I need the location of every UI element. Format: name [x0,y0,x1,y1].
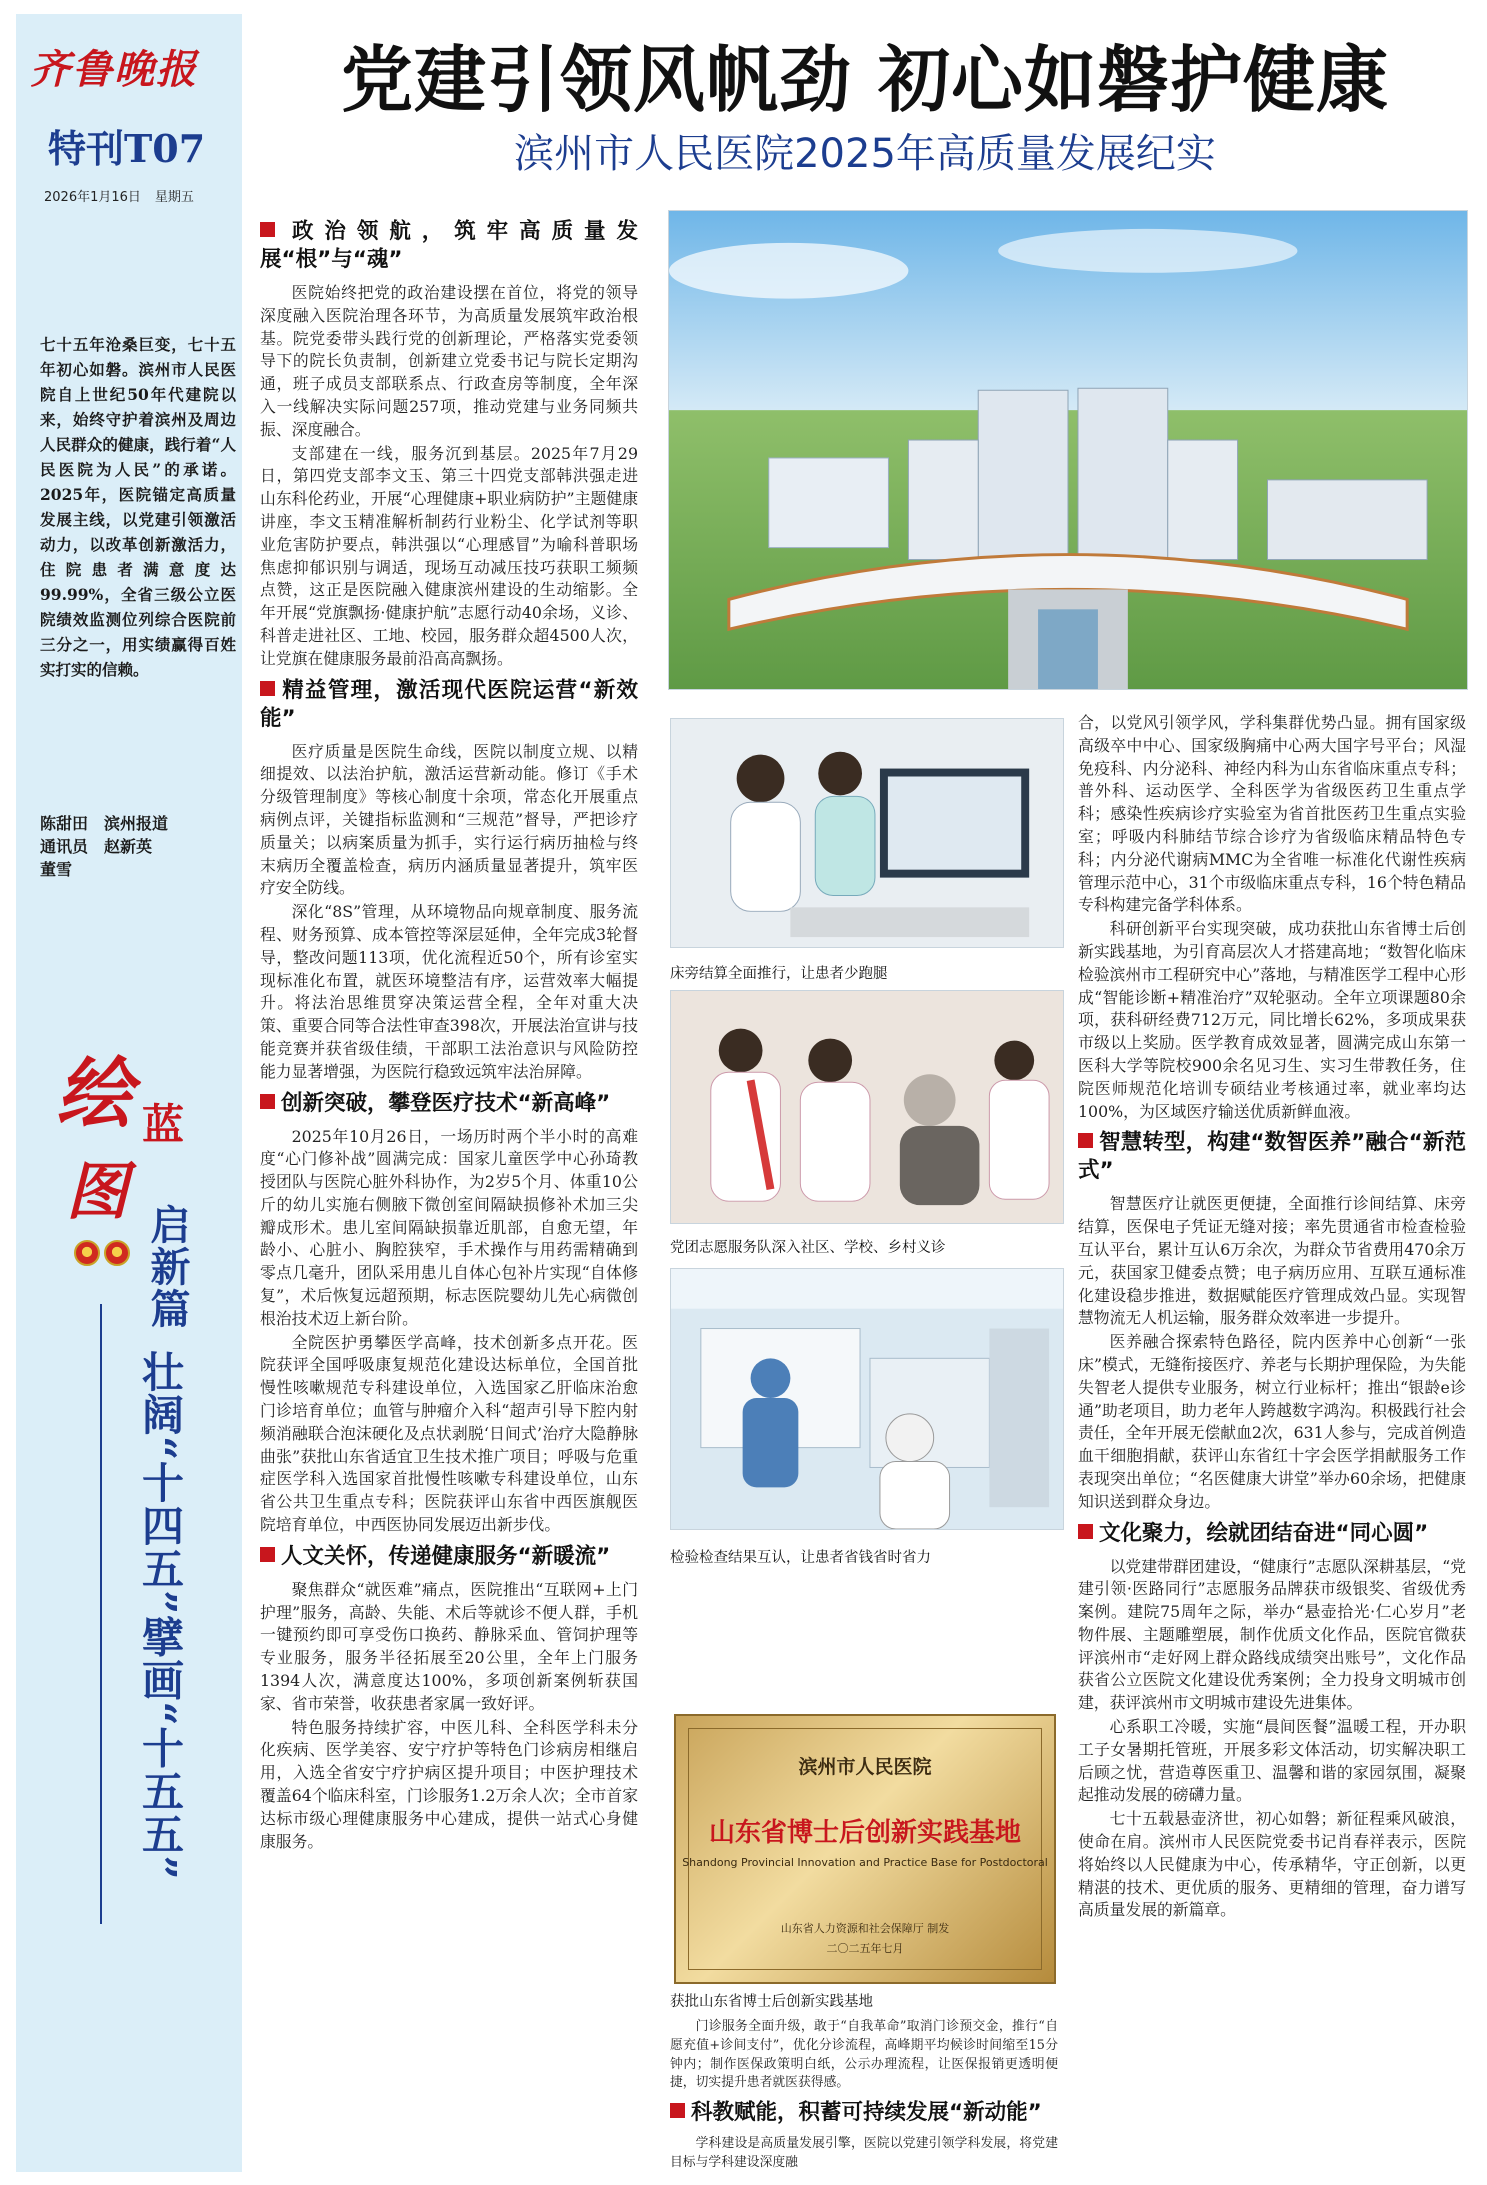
paragraph: 学科建设是高质量发展引擎，医院以党建引领学科发展，将党建目标与学科建设深度融 [670,2136,1058,2170]
volunteer-clinic-photo [670,990,1064,1224]
paragraph: 科研创新平台实现突破，成功获批山东省博士后创新实践基地，为引育高层次人才搭建高地；“数智化临床检验滨州市工程研究中心”落地，与精准医学工程中心形成“智能诊断+精准治疗”双轮驱动。全年立项课题80余项，获科研经费712万元，同比增长62%，多项成果获市级以上奖励。医学教育成效显著，圆满完成山东第一医科大学等院校900余名见习生、实习生带教任务，住院医师规范化培训专硕结业考核通过率，就业率均达100%，为区域医疗输送优质新鲜血液。 [1078,919,1466,1121]
section-marker-icon [260,681,275,696]
section-heading: 人文关怀，传递健康服务“新暖流” [260,1543,638,1571]
byline-city: 滨州报道 [104,814,169,833]
section-heading: 创新突破，攀登医疗技术“新高峰” [260,1090,638,1118]
paragraph: 聚焦群众“就医难”痛点，医院推出“互联网+上门护理”服务，高龄、失能、术后等就诊不便人群，手机一键预约即可享受伤口换药、静脉采血、管饲护理等专业服务，服务半径拓展至20公里，全年上门服务1394人次，满意度达100%，多项创新案例斩获国家、省市荣誉，收获患者家属一致好评。 [260,1579,638,1713]
plaque-title: 山东省博士后创新实践基地 [708,1818,1021,1848]
section-marker-icon [1078,1524,1093,1539]
issue-weekday: 星期五 [154,190,194,205]
hospital-aerial-photo [668,210,1468,690]
correspondent-1: 赵新英 [104,837,153,856]
logo-char-3: 图 [66,1155,129,1228]
reporter: 陈甜田 [40,814,89,833]
newspaper-masthead: 齐鲁晚报 [30,46,198,93]
paragraph: 特色服务持续扩容，中医儿科、全科医学科未分化疾病、医学美容、安宁疗护等特色门诊病房相继启用，入选全省安宁疗护病区提升项目；中医护理技术覆盖64个临床科室，门诊服务1.2万余人次；全市首家达标市级心理健康服务中心建成，提供一站式心身健康服务。 [260,1717,638,1851]
section-heading: 精益管理，激活现代医院运营“新效能” [260,677,638,731]
paragraph: 以党建带群团建设，“健康行”志愿队深耕基层，“党建引领·医路同行”志愿服务品牌获市级银奖、省级优秀案例。建院75周年之际，举办“悬壶拾光·仁心岁月”老物件展、主题雕塑展，制作优质文化作品，医院官微获评滨州市“走好网上群众路线成绩突出账号”，文化作品获省公立医院文化建设优秀案例；全力投身文明城市创建，获评滨州市文明城市建设先进集体。 [1078,1556,1466,1713]
photo-caption: 党团志愿服务队深入社区、学校、乡村义诊 [670,1240,946,1256]
photo-caption: 床旁结算全面推行，让患者少跑腿 [670,966,888,982]
paragraph: 医养融合探索特色路径，院内医养中心创新“一张床”模式，无缝衔接医疗、养老与长期护理保险，为失能失智老人提供专业服务，树立行业标杆；推出“银龄e诊通”助老项目，助力老年人跨越数字鸿沟。积极践行社会责任，全年开展无偿献血2次，631人参与，完成首例造血干细胞捐献，获评山东省红十字会医学捐献服务工作表现突出单位；“名医健康大讲堂”举办60余场，把健康知识送到群众身边。 [1078,1332,1466,1511]
series-slogan: 壮阔“十四五”擘画“十五五” [136,1350,185,1881]
section-heading: 智慧转型，构建“数智医养”融合“新范式” [1078,1130,1466,1184]
left-sidebar [16,14,242,2172]
plaque-hospital: 滨州市人民医院 [798,1756,932,1778]
postdoc-base-plaque [674,1714,1056,1984]
logo-char-2: 蓝 [142,1100,185,1149]
paragraph: 2025年10月26日，一场历时两个半小时的高难度“心门修补战”圆满完成：国家儿童医学中心孙琦教授团队与医院心脏外科协作，为2岁5个月、体重10公斤的幼儿实施右侧腋下微创室间隔缺损修补术加三尖瓣成形术。患儿室间隔缺损靠近肌部，自愈无望，年龄小、心脏小、胸腔狭窄，手术操作与用药需精确到零点几毫升，团队采用患儿自体心包补片实现“自体修复”，术后恢复远超预期，标志医院婴幼儿先心病微创根治技术迈上新台阶。 [260,1126,638,1328]
emblems [74,1240,130,1266]
paragraph: 合，以党风引领学风，学科集群优势凸显。拥有国家级高级卒中中心、国家级胸痛中心两大国字号平台；风湿免疫科、内分泌科、神经内科为山东省临床重点专科；普外科、运动医学、全科医学为省级医药卫生重点学科；感染性疾病诊疗实验室为省首批医药卫生重点实验室；呼吸内科肺结节综合诊疗为省级临床精品特色专科；内分泌代谢病MMC为全省唯一标准化代谢性疾病管理示范中心，31个市级临床重点专科，16个特色精品专科构建完备学科体系。 [1078,713,1466,915]
paragraph: 支部建在一线，服务沉到基层。2025年7月29日，第四党支部李文玉、第三十四党支部韩洪强走进山东科伦药业，开展“心理健康+职业病防护”主题健康讲座，李文玉精准解析制药行业粉尘、化学试剂等职业危害防护要点，韩洪强以“心理感冒”为喻科普职场焦虑抑郁识别与调适，现场互动减压技巧获职工频频点赞，这正是医院融入健康滨州建设的生动缩影。全年开展“党旗飘扬·健康护航”志愿行动40余场，义诊、科普走进社区、工地、校园，服务群众超4500人次，让党旗在健康服务最前沿高高飘扬。 [260,443,638,668]
dateline [44,186,194,205]
photo-caption: 检验检查结果互认，让患者省钱省时省力 [670,1550,931,1566]
paragraph: 门诊服务全面升级，敢于“自我革命”取消门诊预交金，推行“自愿充值+诊间支付”，优化分诊流程，高峰期平均候诊时间缩至15分钟内；制作医保政策明白纸，公示办理流程，让医保报销更透明便捷，切实提升患者就医获得感。 [670,2019,1058,2091]
logo-char-1: 绘 [56,1049,132,1138]
paragraph: 心系职工冷暖，实施“晨间医餐”温暖工程，开办职工子女暑期托管班，开展多彩文体活动，切实解决职工后顾之忧，营造尊医重卫、温馨和谐的家园氛围，凝聚起推动发展的磅礴力量。 [1078,1717,1466,1805]
section-marker-icon [260,1094,275,1109]
section-marker-icon [260,1547,275,1562]
lab-testing-photo [670,1268,1064,1530]
page-number: 特刊T07 [48,126,206,171]
paragraph: 深化“8S”管理，从环境物品向规章制度、服务流程、财务预算、成本管控等深层延伸，全年完成3轮督导，整改问题113项，优化流程近50个，所有诊室实现标准化布置，就医环境整洁有序，运营效率大幅提升。将法治思维贯穿决策运营全程，全年对重大决策、重要合同等合法性审查398次，开展法治宣讲与技能竞赛并获省级佳绩，干部职工法治意识与风险防控能力显著增强，为医院行稳致远筑牢法治屏障。 [260,902,638,1081]
photo-caption: 获批山东省博士后创新实践基地 [670,1994,873,2010]
headline: 党建引领风帆劲 初心如磐护健康 [340,37,1390,122]
article-column-3 [1078,712,1466,1923]
divider [100,1304,102,1924]
section-heading: 文化聚力，绘就团结奋进“同心圆” [1078,1520,1466,1548]
correspondent-label: 通讯员 [40,837,89,856]
plaque-year: 二〇二五年七月 [826,1942,904,1955]
article-column-2 [670,2018,1058,2174]
subheadline: 滨州市人民医院2025年高质量发展纪实 [514,131,1216,177]
party-emblem-icon [74,1240,100,1266]
byline [40,812,236,881]
national-emblem-icon [104,1240,130,1266]
section-marker-icon [670,2103,685,2118]
article-column-1 [260,212,638,1854]
lead-paragraph: 七十五年沧桑巨变，七十五年初心如磐。滨州市人民医院自上世纪50年代建院以来，始终守护着滨州及周边人民群众的健康，践行着“人民医院为人民”的承诺。2025年，医院锚定高质量发展主线，以党建引领激活动力，以改革创新激活力，住院患者满意度达99.99%，全省三级公立医院绩效监测位列综合医院前三分之一，用实绩赢得百姓实打实的信赖。 [40,335,236,679]
series-title: 启新篇 [144,1204,191,1330]
section-marker-icon [1078,1133,1093,1148]
paragraph: 医院始终把党的政治建设摆在首位，将党的领导深度融入医院治理各环节，为高质量发展筑牢政治根基。院党委带头践行党的创新理论，严格落实党委领导下的院长负责制，创新建立党委书记与院长定期沟通，班子成员支部联系点、行政查房等制度，全年深入一线解决实际问题257项，推动党建与业务同频共振、深度融合。 [260,283,638,439]
correspondent-2: 董雪 [40,860,73,879]
paragraph: 医疗质量是医院生命线，医院以制度立规、以精细提效、以法治护航，激活运营新动能。修订《手术分级管理制度》等核心制度十余项，常态化开展重点病例点评，关键指标监测和“三规范”督导，严把诊疗质量关；以病案质量为抓手，实行运行病历抽检与终末病历全覆盖检查，病历内涵质量显著提升，筑牢医疗安全防线。 [260,741,638,898]
section-marker-icon [260,222,275,237]
bedside-settlement-photo [670,718,1064,948]
paragraph: 智慧医疗让就医更便捷，全面推行诊间结算、床旁结算，医保电子凭证无缝对接；率先贯通省市检查检验互认平台，累计互认6万余次，为群众节省费用470余万元，获国家卫健委点赞；电子病历应用、互联互通标准化建设稳步推进，数据赋能医疗管理成效凸显。实现智慧物流无人机运输，服务群众效率进一步提升。 [1078,1194,1466,1328]
section-heading: 科教赋能，积蓄可持续发展“新动能” [670,2099,1058,2127]
paragraph: 七十五载悬壶济世，初心如磐；新征程乘风破浪，使命在肩。滨州市人民医院党委书记肖春祥表示，医院将始终以人民健康为中心，传承精华，守正创新，以更精湛的技术、更优质的服务、更精细的管理，奋力谱写高质量发展的新篇章。 [1078,1809,1466,1920]
plaque-english: Shandong Provincial Innovation and Practice Base for Postdoctoral [682,1856,1048,1869]
plaque-issuer: 山东省人力资源和社会保障厅 制发 [780,1922,950,1935]
paragraph: 全院医护勇攀医学高峰，技术创新多点开花。医院获评全国呼吸康复规范化建设达标单位，全国首批慢性咳嗽规范专科建设单位，入选国家乙肝临床治愈门诊培育单位；血管与肿瘤介入科“超声引导下腔内射频消融联合泡沫硬化及点状剥脱‘日间式’治疗大隐静脉曲张”获批山东省适宜卫生技术推广项目；呼吸与危重症医学科入选国家首批慢性咳嗽专科建设单位，山东省公共卫生重点专科；医院获评山东省中西医旗舰医院培育单位，中西医协同发展迈出新步伐。 [260,1332,638,1535]
issue-date: 2026年1月16日 [44,190,141,205]
section-heading: 政治领航，筑牢高质量发展“根”与“魂” [260,219,638,272]
